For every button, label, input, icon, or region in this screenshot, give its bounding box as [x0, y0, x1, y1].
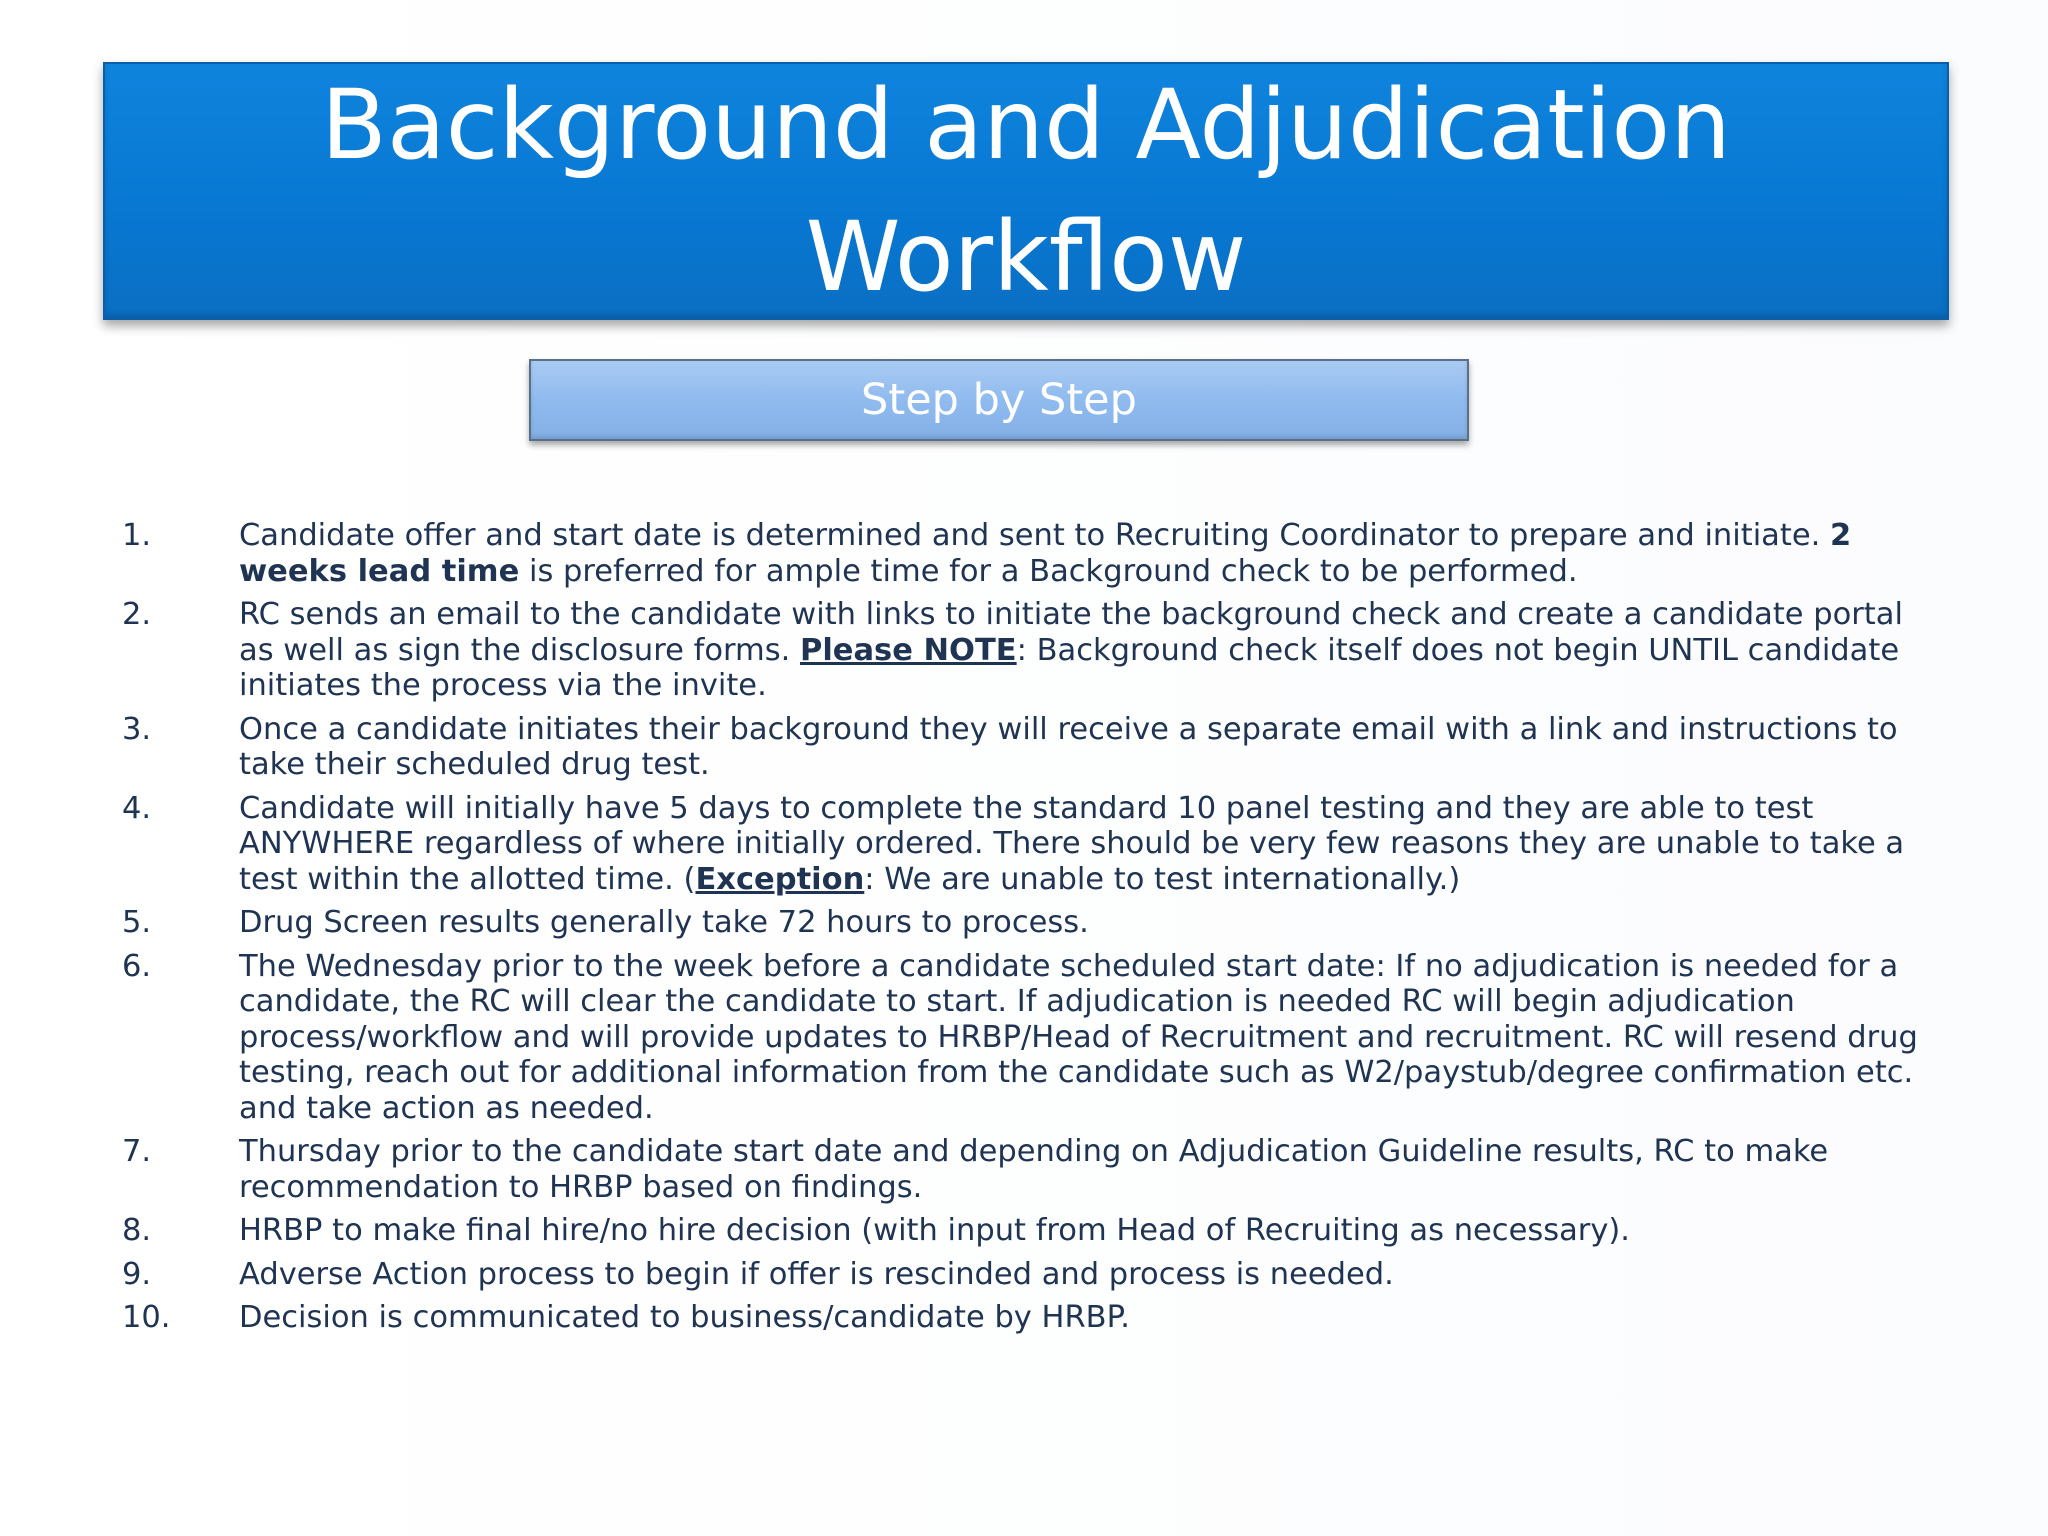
step-item — [122, 1300, 1922, 1336]
step-text: Thursday prior to the candidate start date and depending on Adjudication Guideline results, RC to make recommendation to HRBP based on findings. — [239, 1134, 1829, 1205]
step-number: 6. — [122, 948, 152, 984]
steps-list — [122, 518, 1922, 1344]
step-item — [122, 905, 1922, 941]
step-item — [122, 1134, 1922, 1205]
step-item — [122, 597, 1922, 704]
step-item — [122, 712, 1922, 783]
step-item — [122, 518, 1922, 589]
step-emphasis: 2 weeks lead time — [239, 518, 1852, 589]
step-number: 9. — [122, 1256, 152, 1292]
step-text: : We are unable to test internationally.) — [864, 861, 1461, 897]
slide-subtitle: Step by Step — [861, 375, 1137, 425]
step-number: 5. — [122, 905, 152, 940]
step-item — [122, 791, 1922, 898]
step-number: 3. — [122, 711, 152, 747]
step-text: Adverse Action process to begin if offer is rescinded and process is needed. — [239, 1256, 1394, 1292]
step-number: 8. — [122, 1213, 152, 1248]
step-text: : Background check itself does not begin UNTIL candidate initiates the process via the invite. — [239, 632, 1900, 703]
step-item — [122, 949, 1922, 1127]
subtitle-banner — [529, 359, 1469, 441]
step-text: RC sends an email to the candidate with links to initiate the background check and create a candidate portal as well as sign the disclosure forms. — [239, 597, 1903, 668]
step-item — [122, 1257, 1922, 1293]
step-text: Once a candidate initiates their background they will receive a separate email with a link and instructions to take their scheduled drug test. — [239, 711, 1898, 782]
step-text: HRBP to make final hire/no hire decision (with input from Head of Recruiting as necessary). — [239, 1213, 1630, 1248]
step-text: is preferred for ample time for a Background check to be performed. — [519, 553, 1578, 589]
step-number: 4. — [122, 790, 152, 826]
step-emphasis: Exception — [695, 861, 865, 897]
step-number: 2. — [122, 597, 152, 632]
step-text: Decision is communicated to business/candidate by HRBP. — [239, 1300, 1130, 1335]
step-emphasis: Please NOTE — [799, 632, 1017, 668]
step-text: Drug Screen results generally take 72 hours to process. — [239, 905, 1089, 940]
slide-title: Background and Adjudication Workflow — [321, 69, 1731, 313]
title-banner — [103, 62, 1949, 320]
step-text: Candidate will initially have 5 days to complete the standard 10 panel testing and they are able to test ANYWHERE regardless of where initially ordered. There should be very few reasons they are unable to take a test within the allotted time. ( — [239, 790, 1905, 897]
step-item — [122, 1213, 1922, 1249]
step-number: 10. — [122, 1300, 171, 1335]
step-number: 7. — [122, 1134, 152, 1169]
step-text: The Wednesday prior to the week before a candidate scheduled start date: If no adjudication is needed for a candidate, the RC will clear the candidate to start. If adjudication is needed RC will begin adjudication process/workflow and will provide updates to HRBP/Head of Recruitment and recruitment. RC will resend drug testing, reach out for additional information from the candidate such as W2/paystub/degree confirmation etc. and take action as needed. — [239, 948, 1918, 1126]
step-number: 1. — [122, 518, 152, 553]
step-text: Candidate offer and start date is determined and sent to Recruiting Coordinator to prepare and initiate. — [239, 518, 1830, 553]
